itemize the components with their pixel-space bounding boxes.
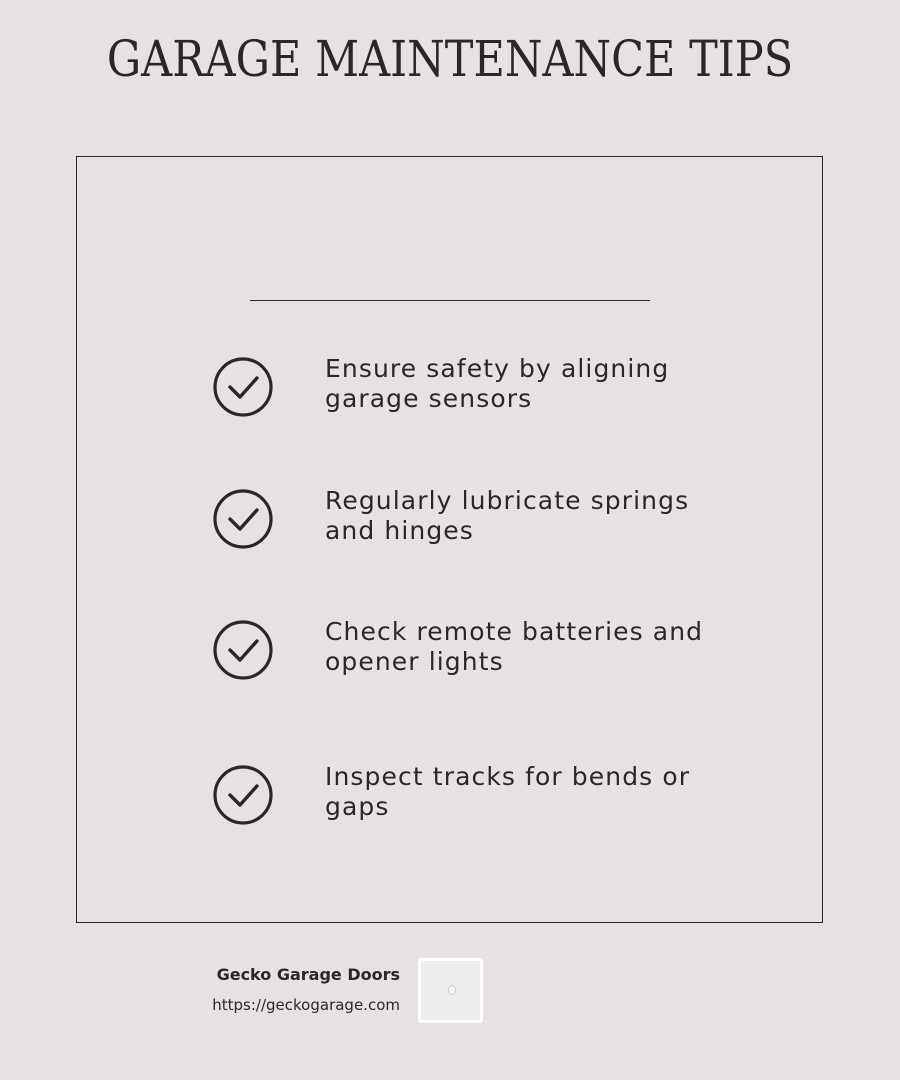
- logo-mark-icon: [448, 985, 456, 995]
- tip-item: [212, 619, 732, 683]
- check-circle-icon: [212, 764, 274, 826]
- tip-text: Ensure safety by aligning garage sensors: [325, 354, 670, 413]
- divider-line: [250, 300, 650, 301]
- tip-item: [212, 488, 732, 552]
- tip-text: Regularly lubricate springs and hinges: [325, 486, 690, 545]
- logo-placeholder-icon[interactable]: [418, 958, 483, 1023]
- page-title: GARAGE MAINTENANCE TIPS: [106, 30, 794, 88]
- check-circle-icon: [212, 619, 274, 681]
- check-circle-icon: [212, 488, 274, 550]
- tip-item: [212, 356, 732, 420]
- company-url-link[interactable]: https://geckogarage.com: [212, 996, 400, 1014]
- tip-text: Inspect tracks for bends or gaps: [325, 762, 691, 821]
- company-name: Gecko Garage Doors: [216, 965, 400, 984]
- tip-text: Check remote batteries and opener lights: [325, 617, 704, 676]
- tip-item: [212, 764, 732, 828]
- check-circle-icon: [212, 356, 274, 418]
